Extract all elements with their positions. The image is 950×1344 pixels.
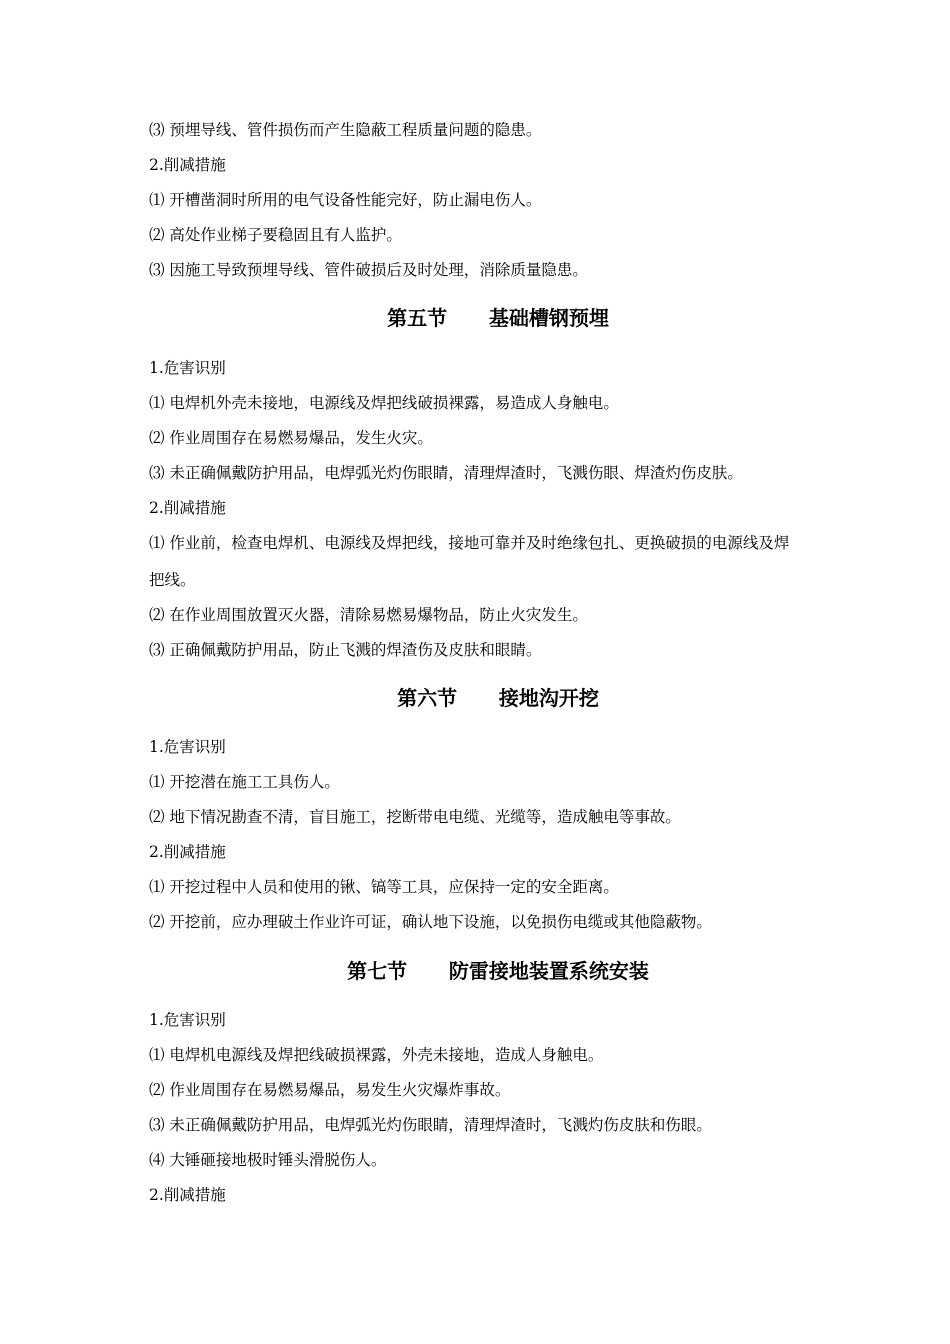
section-6-hazard-item-1: ⑴ 开挖潜在施工工具伤人。 [149, 773, 340, 791]
section-6-title: 第六节 接地沟开挖 [397, 686, 599, 710]
section-5-measure-item-3: ⑶ 正确佩戴防护用品，防止飞溅的焊渣伤及皮肤和眼睛。 [149, 641, 542, 659]
section-5-measure-item-1-cont: 把线。 [149, 571, 196, 589]
intro-hazard-item-3: ⑶ 预埋导线、管件损伤而产生隐蔽工程质量问题的隐患。 [149, 121, 542, 139]
section-5-hazard-item-1: ⑴ 电焊机外壳未接地，电源线及焊把线破损裸露，易造成人身触电。 [149, 394, 619, 412]
section-5-hazard-item-3: ⑶ 未正确佩戴防护用品，电焊弧光灼伤眼睛，清理焊渣时，飞溅伤眼、焊渣灼伤皮肤。 [149, 464, 743, 482]
intro-measure-item-2: ⑵ 高处作业梯子要稳固且有人监护。 [149, 226, 402, 244]
intro-measure-item-3: ⑶ 因施工导致预埋导线、管件破损后及时处理，消除质量隐患。 [149, 261, 588, 279]
section-7-measures-label: 2.削减措施 [149, 1186, 226, 1204]
section-7-title: 第七节 防雷接地装置系统安装 [347, 959, 649, 983]
intro-measures-label: 2.削减措施 [149, 156, 226, 174]
section-6-hazard-label: 1.危害识别 [149, 738, 226, 756]
section-7-hazard-item-1: ⑴ 电焊机电源线及焊把线破损裸露，外壳未接地，造成人身触电。 [149, 1046, 604, 1064]
section-7-hazard-item-3: ⑶ 未正确佩戴防护用品，电焊弧光灼伤眼睛，清理焊渣时，飞溅灼伤皮肤和伤眼。 [149, 1116, 712, 1134]
section-7-hazard-label: 1.危害识别 [149, 1011, 226, 1029]
section-7-hazard-item-2: ⑵ 作业周围存在易燃易爆品，易发生火灾爆炸事故。 [149, 1081, 511, 1099]
section-5-hazard-item-2: ⑵ 作业周围存在易燃易爆品，发生火灾。 [149, 429, 433, 447]
section-7-hazard-item-4: ⑷ 大锤砸接地极时锤头滑脱伤人。 [149, 1151, 387, 1169]
section-5-measure-item-2: ⑵ 在作业周围放置灭火器，清除易燃易爆物品，防止火灾发生。 [149, 606, 588, 624]
section-5-title: 第五节 基础槽钢预埋 [387, 306, 609, 330]
section-6-measure-item-2: ⑵ 开挖前，应办理破土作业许可证，确认地下设施，以免损伤电缆或其他隐蔽物。 [149, 913, 712, 931]
section-6-measures-label: 2.削减措施 [149, 843, 226, 861]
intro-measure-item-1: ⑴ 开槽凿洞时所用的电气设备性能完好，防止漏电伤人。 [149, 191, 542, 209]
section-5-hazard-label: 1.危害识别 [149, 359, 226, 377]
section-5-measures-label: 2.削减措施 [149, 499, 226, 517]
section-5-measure-item-1: ⑴ 作业前，检查电焊机、电源线及焊把线，接地可靠并及时绝缘包扎、更换破损的电源线及焊 [149, 534, 790, 552]
section-6-hazard-item-2: ⑵ 地下情况勘查不清，盲目施工，挖断带电电缆、光缆等，造成触电等事故。 [149, 808, 681, 826]
section-6-measure-item-1: ⑴ 开挖过程中人员和使用的锹、镐等工具，应保持一定的安全距离。 [149, 878, 619, 896]
